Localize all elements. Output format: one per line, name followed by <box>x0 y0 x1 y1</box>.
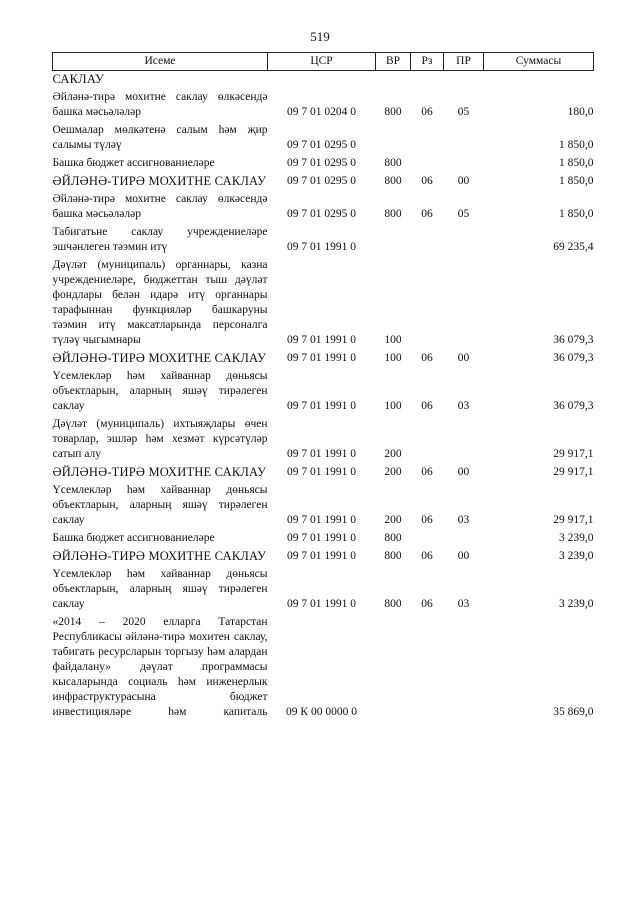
row-name: Әйләнә-тирә мохитне саклау өлкәсендә башка мәсьәләләр <box>52 193 268 220</box>
row-name: ӘЙЛӘНӘ-ТИРӘ МОХИТНЕ САКЛАУ <box>52 351 267 365</box>
row-sum: 35 869,0 <box>553 706 594 718</box>
row-vr <box>376 224 411 257</box>
row-vr: 800 <box>384 106 402 118</box>
row-sum: 29 917,1 <box>553 448 594 460</box>
table-row <box>53 191 594 224</box>
table-row <box>53 566 594 614</box>
row-vr: 800 <box>384 208 402 220</box>
row-csr: 09 7 01 1991 0 <box>287 550 356 562</box>
row-name: ӘЙЛӘНӘ-ТИРӘ МОХИТНЕ САКЛАУ <box>52 549 267 563</box>
row-csr <box>268 71 376 90</box>
row-name: Дәүләт (муниципаль) ихтыяҗлары өчен товарлар, эшләр һәм хезмәт күрсәтүләр сатып алу <box>52 418 268 460</box>
table-row <box>53 89 594 122</box>
row-name: Дәүләт (муниципаль) органнары, казна учреждениеләре, бюджеттан тыш дәүләт фондлары белән идарә итү органнары тарафыннан функцияләр башкаруны тәэмин итү максатларында персоналга түләү чыгымнары <box>52 259 268 346</box>
row-pr: 00 <box>457 466 470 478</box>
row-sum <box>484 71 594 90</box>
table-row <box>53 530 594 548</box>
row-pr <box>444 71 484 90</box>
row-sum: 1 850,0 <box>559 139 594 151</box>
row-rz <box>411 416 444 464</box>
row-vr: 800 <box>384 157 402 169</box>
row-pr: 05 <box>457 208 470 220</box>
row-pr: 05 <box>457 106 470 118</box>
row-pr: 00 <box>457 352 470 364</box>
row-vr: 800 <box>384 550 402 562</box>
row-vr <box>376 614 411 722</box>
row-vr: 100 <box>384 334 402 346</box>
row-name: Әйләнә-тирә мохитне саклау өлкәсендә башка мәсьәләләр <box>52 91 268 118</box>
row-pr: 03 <box>457 598 470 610</box>
row-name: Табигатьне саклау учреждениеләре эшчәнлеген тәэмин итү <box>52 226 268 253</box>
table-header-row <box>53 53 594 71</box>
table-row <box>53 548 594 566</box>
row-rz: 06 <box>421 208 433 220</box>
page-number: 519 <box>310 29 330 44</box>
header-rz: Рз <box>411 53 444 71</box>
row-sum: 1 850,0 <box>559 175 594 187</box>
row-sum: 36 079,3 <box>553 334 594 346</box>
row-csr: 09 7 01 1991 0 <box>287 352 356 364</box>
row-sum: 29 917,1 <box>553 514 594 526</box>
row-csr: 09 7 01 1991 0 <box>287 598 356 610</box>
row-csr: 09 7 01 1991 0 <box>287 400 356 412</box>
row-sum: 36 079,3 <box>553 352 594 364</box>
row-name: Башка бюджет ассигнованиеләре <box>52 157 215 169</box>
table-row <box>53 155 594 173</box>
row-sum: 3 239,0 <box>559 550 594 562</box>
table-row <box>53 71 594 90</box>
row-sum: 1 850,0 <box>559 157 594 169</box>
row-rz <box>411 257 444 350</box>
row-sum: 69 235,4 <box>553 241 594 253</box>
row-rz <box>411 155 444 173</box>
row-name: Оешмалар мөлкәтенә салым һәм җир салымы түләү <box>52 124 268 151</box>
table-row <box>53 416 594 464</box>
table-row <box>53 224 594 257</box>
row-csr: 09 7 01 1991 0 <box>287 532 356 544</box>
row-rz: 06 <box>421 106 433 118</box>
row-rz: 06 <box>421 550 433 562</box>
table-row <box>53 614 594 722</box>
row-pr <box>444 122 484 155</box>
row-pr: 03 <box>457 400 470 412</box>
row-pr: 03 <box>457 514 470 526</box>
row-csr: 09 7 01 1991 0 <box>287 241 356 253</box>
row-pr <box>444 530 484 548</box>
row-csr: 09 7 01 1991 0 <box>287 448 356 460</box>
row-rz: 06 <box>421 175 433 187</box>
table-row <box>53 368 594 416</box>
row-rz: 06 <box>421 352 433 364</box>
table-row <box>53 464 594 482</box>
row-pr <box>444 416 484 464</box>
row-sum: 29 917,1 <box>553 466 594 478</box>
table-row <box>53 173 594 191</box>
row-rz <box>411 71 444 90</box>
row-rz <box>411 122 444 155</box>
row-pr: 00 <box>457 550 470 562</box>
row-rz <box>411 614 444 722</box>
table-row <box>53 122 594 155</box>
row-csr: 09 7 01 0295 0 <box>287 208 356 220</box>
row-name: «2014 – 2020 елларга Татарстан Республикасы әйләнә-тирә мохитен саклау, табигать ресурсларын торгызу һәм алардан файдалану» дәүләт программасы кысаларында социаль һәм инженерлык инфраструктурасына бюджет инвестицияләре һәм капиталь <box>52 616 268 718</box>
row-name: Үсемлекләр һәм хайваннар дөньясы объектларын, аларның яшәү тирәлеген саклау <box>52 484 268 526</box>
row-csr: 09 7 01 1991 0 <box>287 466 356 478</box>
row-csr: 09 К 00 0000 0 <box>286 706 357 718</box>
row-vr: 200 <box>384 514 402 526</box>
row-name: Башка бюджет ассигнованиеләре <box>52 532 215 544</box>
header-csr: ЦСР <box>268 53 376 71</box>
row-vr: 100 <box>384 400 402 412</box>
row-rz: 06 <box>421 514 433 526</box>
row-sum: 3 239,0 <box>559 598 594 610</box>
header-pr: ПР <box>444 53 484 71</box>
row-vr <box>376 71 411 90</box>
row-rz <box>411 530 444 548</box>
row-pr <box>444 257 484 350</box>
row-rz: 06 <box>421 598 433 610</box>
row-rz: 06 <box>421 400 433 412</box>
row-vr: 200 <box>384 448 402 460</box>
row-pr <box>444 155 484 173</box>
row-csr: 09 7 01 1991 0 <box>287 514 356 526</box>
row-vr: 100 <box>384 352 402 364</box>
row-vr: 800 <box>384 175 402 187</box>
row-sum: 180,0 <box>567 106 594 118</box>
row-name: Үсемлекләр һәм хайваннар дөньясы объектларын, аларның яшәү тирәлеген саклау <box>52 568 268 610</box>
row-sum: 3 239,0 <box>559 532 594 544</box>
budget-table <box>52 52 594 722</box>
row-csr: 09 7 01 0295 0 <box>287 157 356 169</box>
row-vr: 800 <box>384 598 402 610</box>
row-pr: 00 <box>457 175 470 187</box>
row-csr: 09 7 01 0204 0 <box>287 106 356 118</box>
table-row <box>53 482 594 530</box>
row-name: ӘЙЛӘНӘ-ТИРӘ МОХИТНЕ САКЛАУ <box>52 465 267 479</box>
header-sum: Суммасы <box>484 53 594 71</box>
row-sum: 1 850,0 <box>559 208 594 220</box>
row-vr: 200 <box>384 466 402 478</box>
row-name: САКЛАУ <box>52 72 105 86</box>
row-sum: 36 079,3 <box>553 400 594 412</box>
row-vr: 800 <box>384 532 402 544</box>
table-row <box>53 350 594 368</box>
row-rz <box>411 224 444 257</box>
row-name: ӘЙЛӘНӘ-ТИРӘ МОХИТНЕ САКЛАУ <box>52 174 267 188</box>
row-pr <box>444 614 484 722</box>
header-name: Исеме <box>53 53 268 71</box>
row-csr: 09 7 01 1991 0 <box>287 334 356 346</box>
row-rz: 06 <box>421 466 433 478</box>
row-csr: 09 7 01 0295 0 <box>287 175 356 187</box>
row-vr <box>376 122 411 155</box>
row-name: Үсемлекләр һәм хайваннар дөньясы объектларын, аларның яшәү тирәлеген саклау <box>52 370 268 412</box>
row-pr <box>444 224 484 257</box>
table-row <box>53 257 594 350</box>
row-csr: 09 7 01 0295 0 <box>287 139 356 151</box>
header-vr: ВР <box>376 53 411 71</box>
table-body <box>53 71 594 723</box>
